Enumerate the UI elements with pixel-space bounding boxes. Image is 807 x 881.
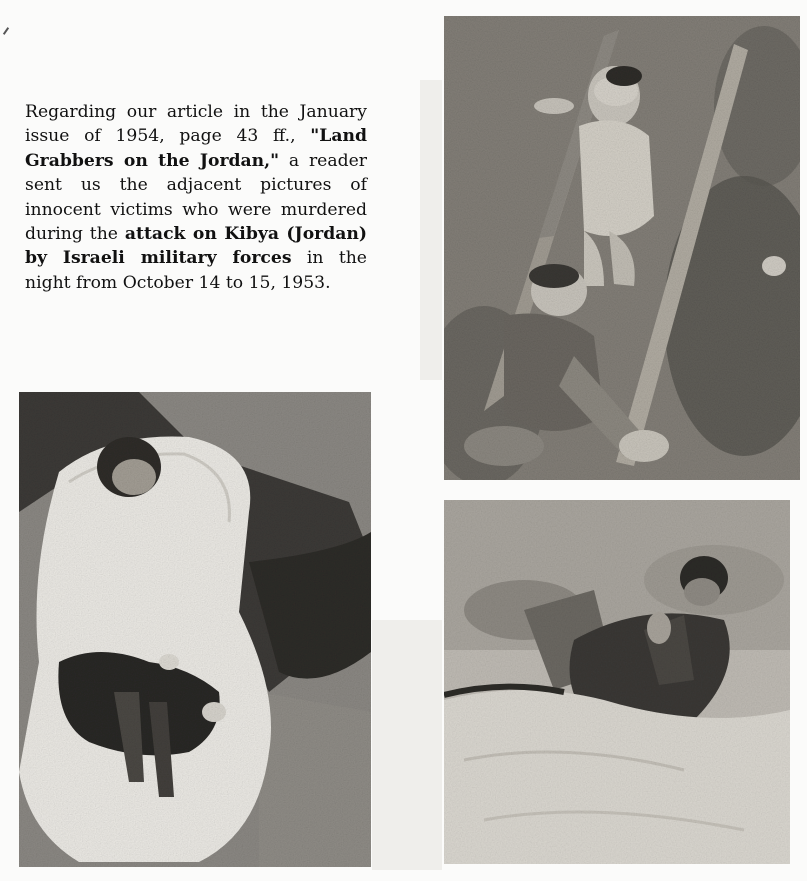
caption-bold-article-title: "Land Grabbers on the Jordan," bbox=[25, 126, 367, 171]
photo-bottom-right-image bbox=[444, 500, 790, 864]
bleed-through-smudge bbox=[420, 80, 442, 380]
photo-left-image bbox=[19, 392, 371, 867]
photo-bottom-right bbox=[444, 500, 790, 864]
stray-mark bbox=[3, 27, 9, 35]
photo-left bbox=[19, 392, 371, 867]
photo-top-right-image bbox=[444, 16, 800, 480]
bleed-through-smudge bbox=[372, 620, 442, 870]
caption-bold-attack: attack on Kibya (Jordan) by Israeli military forces bbox=[25, 224, 367, 269]
photo-top-right bbox=[444, 16, 800, 480]
caption-text-2: a reader sent us the adjacent pictures of innocent victims who were murdered during the bbox=[25, 150, 367, 245]
caption-text-1: Regarding our article in the January issue of 1954, page 43 ff., bbox=[25, 102, 367, 147]
caption-paragraph bbox=[25, 100, 367, 295]
caption-text-3: in the night from October 14 to 15, 1953. bbox=[25, 248, 367, 293]
